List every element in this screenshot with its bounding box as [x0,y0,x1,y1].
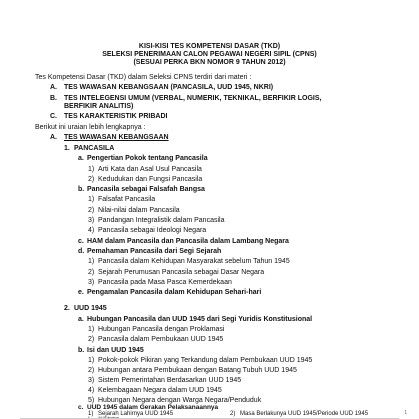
outline-item: 1) Pokok-pokok Pikiran yang Terkandung dalam Pembukaan UUD 1945 [88,357,313,364]
outline-item: 4) Kelembagaan Negara dalam UUD 1945 [88,387,222,394]
outline-item: a. Hubungan Pancasila dan UUD 1945 dari Segi Yuridis Konstitusional [78,316,313,323]
page-number: 1 [404,410,407,416]
outline-item: 2. UUD 1945 [64,305,107,312]
outline-item: c. UUD 1945 dalam Gerakan Pelaksanaannya [78,404,219,411]
doc-title-line-1: KISI-KISI TES KOMPETENSI DASAR (TKD) [138,43,281,50]
outline-item: 1) Sejarah Lahirnya UUD 1945 [88,411,174,417]
materi-text: TES KARAKTERISTIK PRIBADI [64,113,168,120]
outline-item: e. Pengamalan Pancasila dalam Kehidupan Sehari-hari [78,289,262,296]
outline-item: 3) Sistem Pemerintahan Berdasarkan UUD 1945 [88,377,242,384]
outline-item: 2) Hubungan antara Pembukaan dengan Batang Tubuh UUD 1945 [88,367,297,374]
materi-text: TES INTELEGENSI UMUM (VERBAL, NUMERIK, TEKNIKAL, BERFIKIR LOGIS, [64,95,322,102]
intro-text: Tes Kompetensi Dasar (TKD) dalam Seleksi CPNS terdiri dari materi : [35,74,252,81]
section-a-heading: A. TES WAWASAN KEBANGSAAN [50,134,169,141]
materi-item-c: C. TES KARAKTERISTIK PRIBADI [50,113,168,120]
uraian-intro: Berikut ini uraian lebih lengkapnya : [35,124,146,131]
doc-title-line-2: SELEKSI PENERIMAAN CALON PEGAWAI NEGERI SIPIL (CPNS) [102,51,317,58]
outline-item: b. Pancasila sebagai Falsafah Bangsa [78,186,205,193]
outline-item: 2) Sejarah Perumusan Pancasila sebagai Dasar Negara [88,269,265,276]
outline-item: a. Pengertian Pokok tentang Pancasila [78,155,208,162]
materi-text: TES WAWASAN KEBANGSAAN (PANCASILA, UUD 1945, NKRI) [64,84,274,91]
doc-title-line-3: (SESUAI PERKA BKN NOMOR 9 TAHUN 2012) [133,59,286,66]
materi-item-a: A. TES WAWASAN KEBANGSAAN (PANCASILA, UUD 1945, NKRI) [50,84,274,91]
outline-item: c. HAM dalam Pancasila dan Pancasila dalam Lambang Negara [78,238,289,245]
outline-item: 2) Masa Berlakunya UUD 1945/Periode UUD 1945 [230,411,369,417]
outline-item: 1) Hubungan Pancasila dengan Proklamasi [88,326,225,333]
outline-item: 4) Pancasila sebagai Ideologi Negara [88,227,207,234]
outline-item: 1) Falsafat Pancasila [88,196,156,203]
outline-item: d. Pemahaman Pancasila dari Segi Sejarah [78,248,222,255]
outline-item: 3) Pandangan Integralistik dalam Pancasila [88,217,225,224]
materi-item-b-cont: BERFIKIR ANALITIS) [64,103,134,110]
outline-item: 1) Arti Kata dan Asal Usul Pancasila [88,166,202,173]
outline-item: 2) Kedudukan dan Fungsi Pancasila [88,176,203,183]
outline-item: b. Isi dan UUD 1945 [78,347,144,354]
outline-item: 2) Nilai-nilai dalam Pancasila [88,207,180,214]
outline-item: 3) Pancasila pada Masa Pasca Kemerdekaan [88,279,232,286]
outline-item: 1. PANCASILA [64,145,115,152]
section-title: TES WAWASAN KEBANGSAAN [64,134,169,141]
outline-item: 2) Pancasila dalam Pembukaan UUD 1945 [88,336,224,343]
materi-item-b: B. TES INTELEGENSI UMUM (VERBAL, NUMERIK, TEKNIKAL, BERFIKIR LOGIS, [50,95,322,102]
outline-item: 5) Hubungan Negara dengan Warga Negara/Penduduk [88,397,262,404]
outline-item: 1) Pancasila dalam Kehidupan Masyarakat sebelum Tahun 1945 [88,258,290,265]
